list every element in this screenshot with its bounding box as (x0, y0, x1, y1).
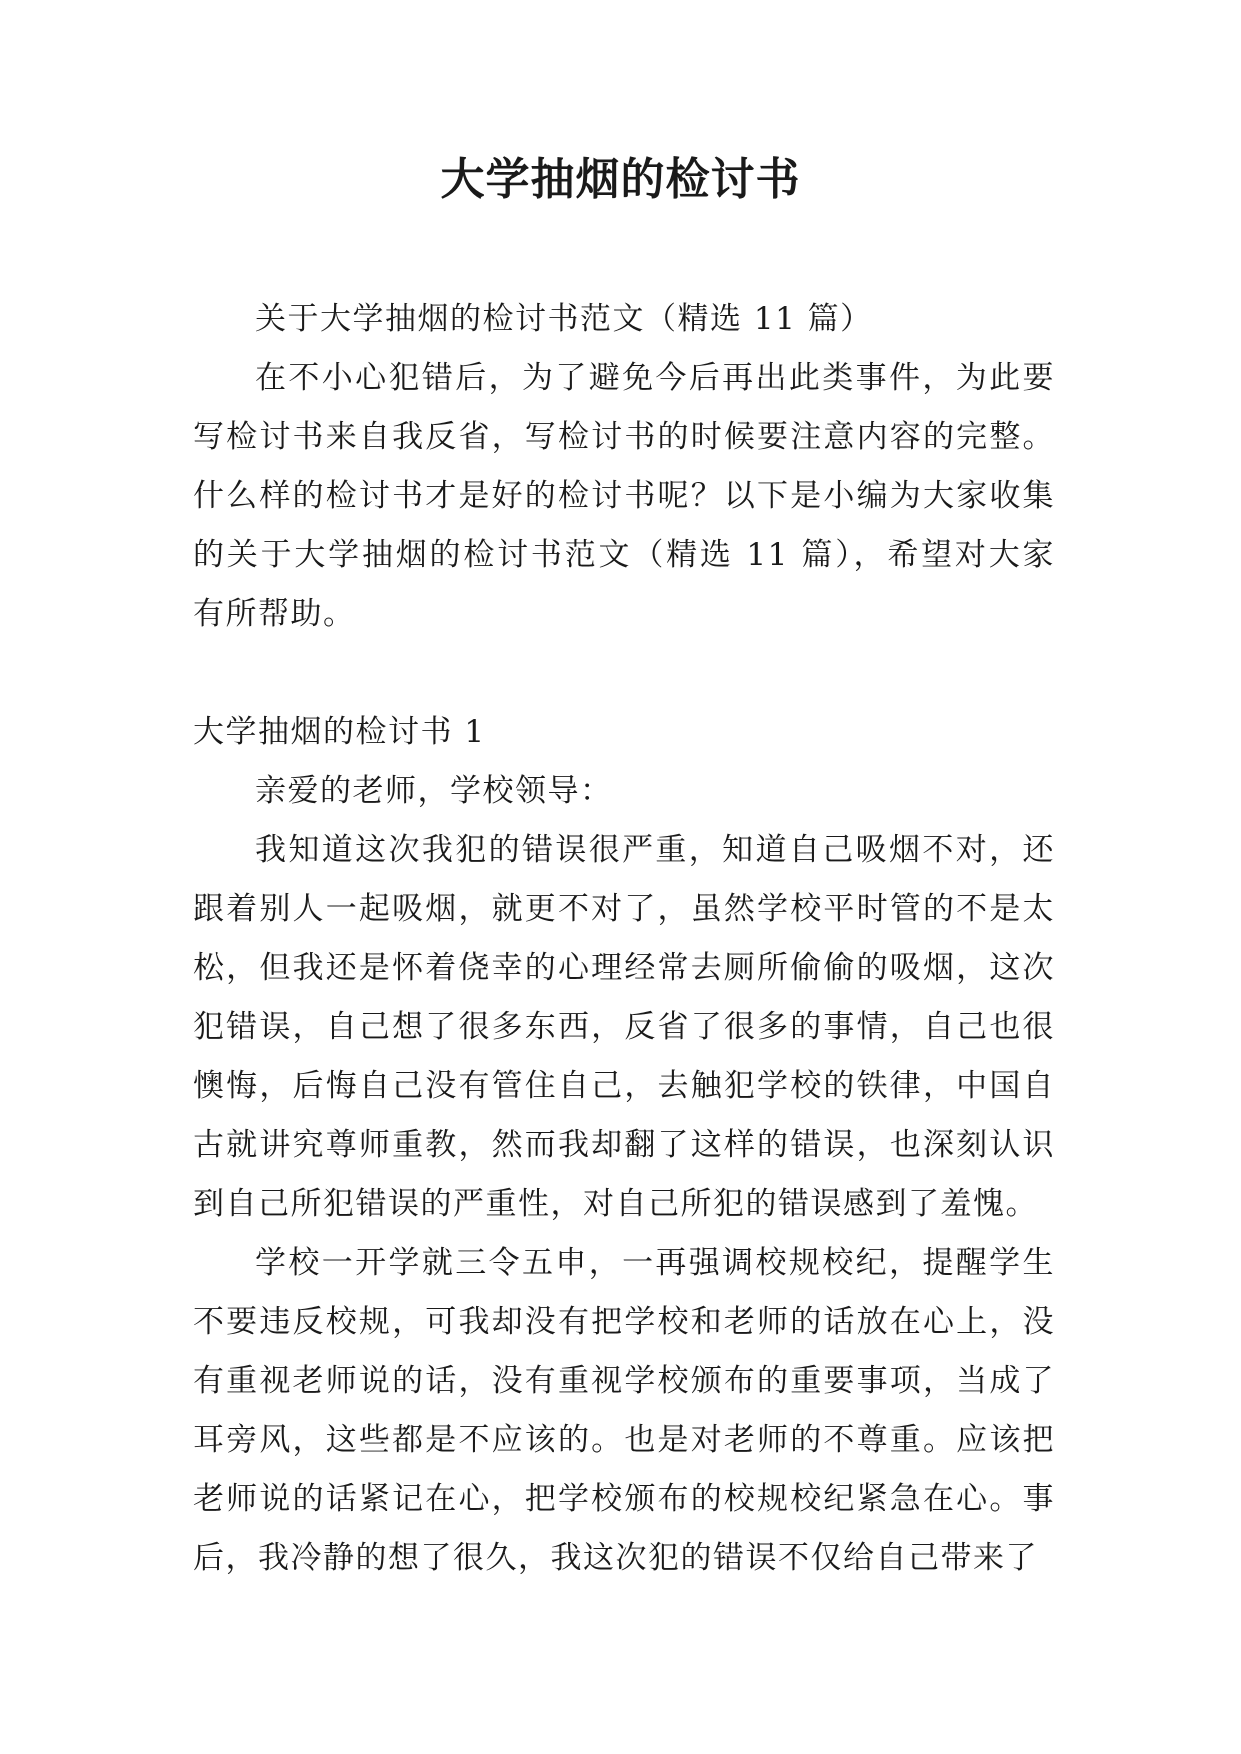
body-paragraph-2: 学校一开学就三令五申，一再强调校规校纪，提醒学生不要违反校规，可我却没有把学校和老师的话放在心上，没有重视老师说的话，没有重视学校颁布的重要事项，当成了耳旁风，这些都是不应该的。也是对老师的不尊重。应该把老师说的话紧记在心，把学校颁布的校规校纪紧急在心。事后，我冷静的想了很久，我这次犯的错误不仅给自己带来了 (193, 1245, 1055, 1576)
document-title: 大学抽烟的检讨书 (440, 154, 801, 205)
body-paragraph-1: 我知道这次我犯的错误很严重，知道自己吸烟不对，还跟着别人一起吸烟，就更不对了，虽然学校平时管的不是太松，但我还是怀着侥幸的心理经常去厕所偷偷的吸烟，这次犯错误，自己想了很多东西，反省了很多的事情，自己也很懊悔，后悔自己没有管住自己，去触犯学校的铁律，中国自古就讲究尊师重教，然而我却翻了这样的错误，也深刻认识到自己所犯错误的严重性，对自己所犯的错误感到了羞愧。 (193, 832, 1055, 1222)
document-body (193, 290, 1055, 1588)
section-heading: 大学抽烟的检讨书 1 (193, 714, 486, 750)
intro-heading: 关于大学抽烟的检讨书范文（精选 11 篇） (255, 301, 873, 337)
intro-paragraph: 在不小心犯错后，为了避免今后再出此类事件，为此要写检讨书来自我反省，写检讨书的时候要注意内容的完整。什么样的检讨书才是好的检讨书呢？以下是小编为大家收集的关于大学抽烟的检讨书范文（精选 11 篇），希望对大家有所帮助。 (193, 360, 1055, 632)
salutation: 亲爱的老师，学校领导： (255, 773, 613, 809)
